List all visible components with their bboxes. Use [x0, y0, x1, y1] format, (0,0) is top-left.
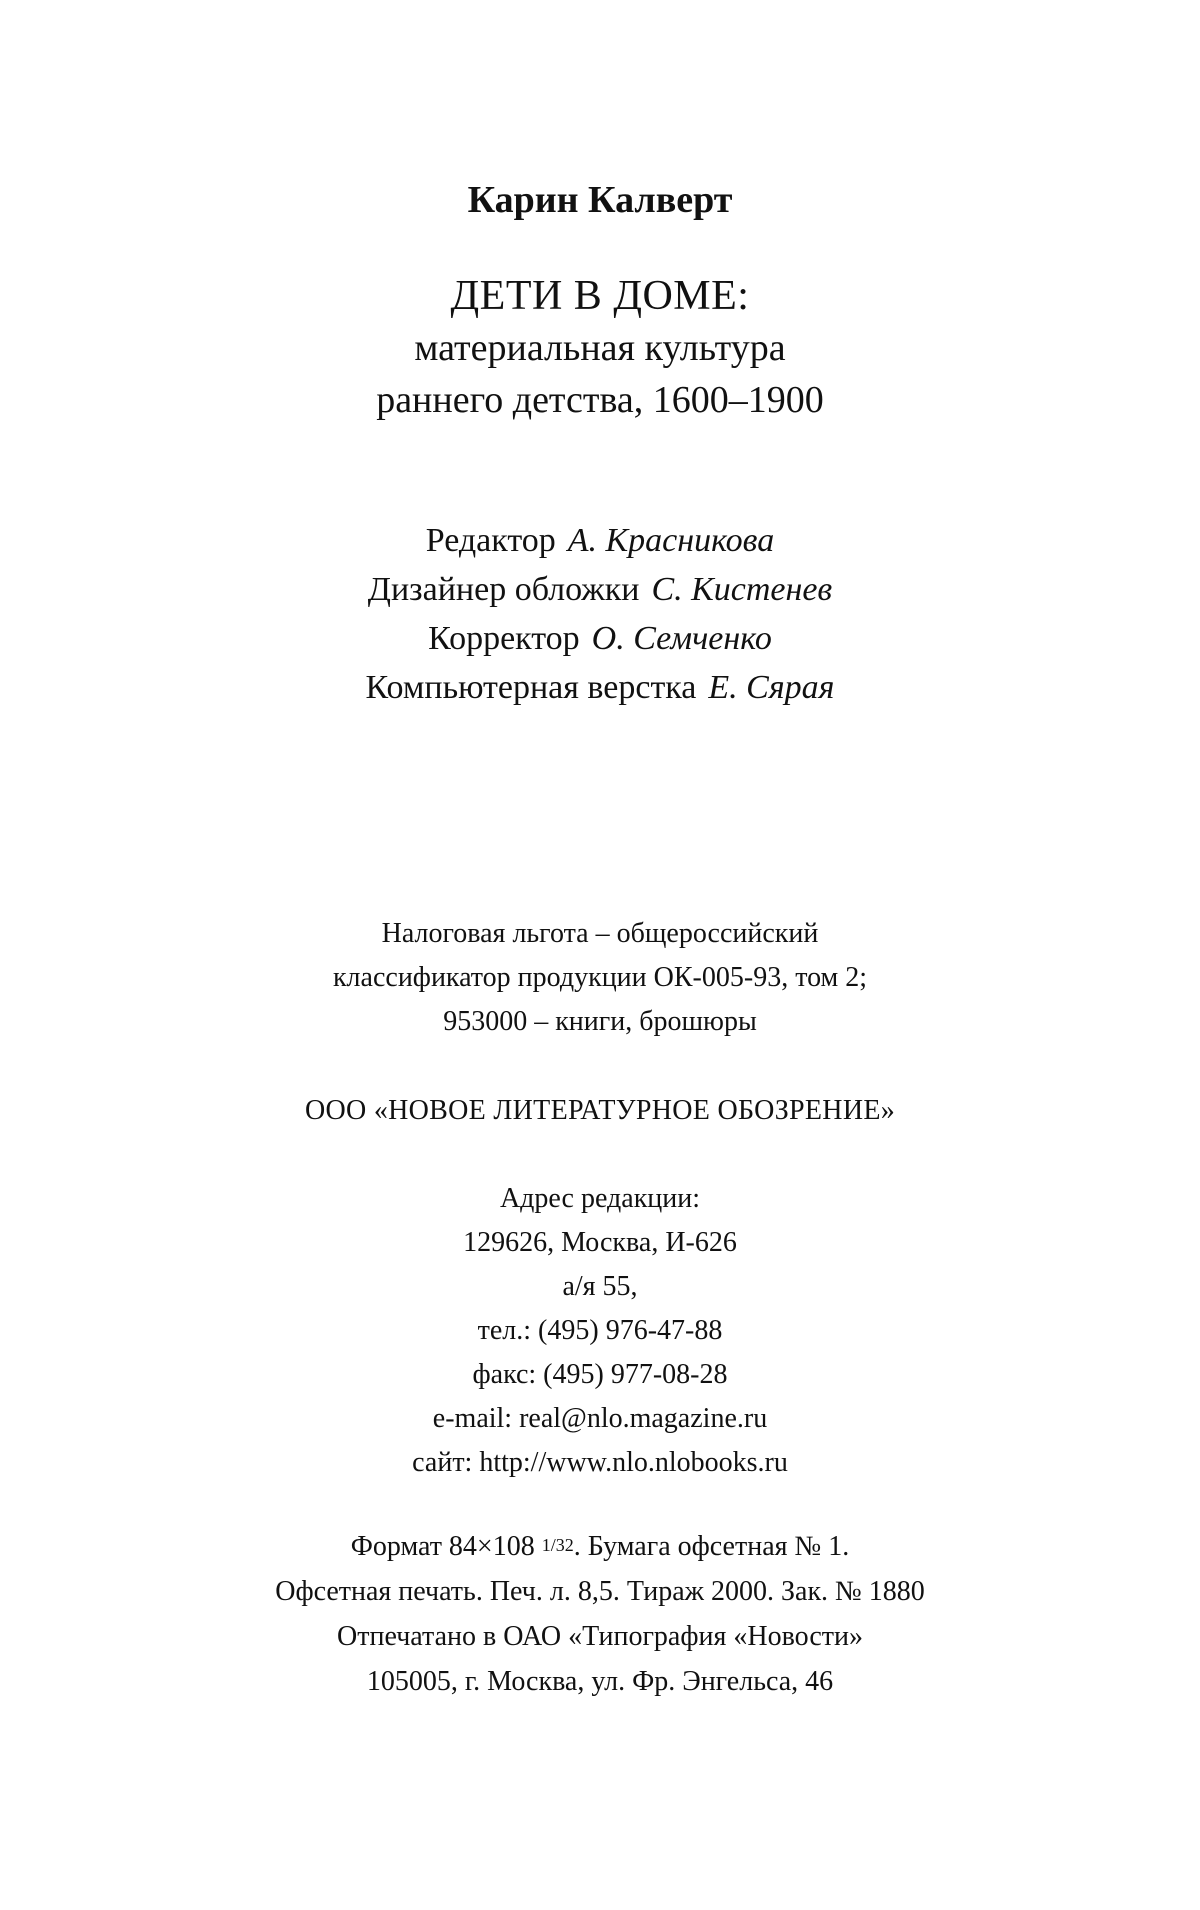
format-prefix: Формат 84×108 — [350, 1531, 535, 1562]
address-website: сайт: http://www.nlo.nlobooks.ru — [412, 1447, 788, 1478]
book-title: ДЕТИ В ДОМЕ: — [450, 273, 750, 319]
credit-role: Редактор — [425, 522, 556, 559]
tax-note-line-2: классификатор продукции ОК-005-93, том 2; — [332, 962, 868, 993]
address-phone: тел.: (495) 976-47-88 — [477, 1315, 723, 1346]
address-city: 129626, Москва, И-626 — [463, 1227, 737, 1258]
credit-role: Компьютерная верстка — [365, 669, 697, 706]
credit-role: Дизайнер обложки — [367, 571, 640, 608]
book-subtitle-line-2: раннего детства, 1600–1900 — [376, 379, 824, 421]
imprint-print-details: Офсетная печать. Печ. л. 8,5. Тираж 2000. Зак. № 1880 — [275, 1576, 925, 1607]
publisher-name: ООО «НОВОЕ ЛИТЕРАТУРНОЕ ОБОЗРЕНИЕ» — [304, 1095, 896, 1126]
format-fraction: 1/32 — [541, 1535, 574, 1555]
imprint-format — [0, 1531, 1200, 1563]
author-name: Карин Калверт — [467, 179, 733, 221]
credit-person: О. Семченко — [591, 620, 772, 657]
tax-note-line-3: 953000 – книги, брошюры — [443, 1006, 757, 1037]
credit-cover-designer — [0, 571, 1200, 609]
credit-person: А. Красникова — [567, 522, 775, 559]
format-suffix: . Бумага офсетная № 1. — [573, 1531, 850, 1562]
credit-proofreader — [0, 620, 1200, 658]
credit-typesetter — [0, 669, 1200, 707]
address-heading: Адрес редакции: — [499, 1183, 701, 1214]
credit-role: Корректор — [428, 620, 580, 657]
credit-editor — [0, 522, 1200, 560]
imprint-printer: Отпечатано в ОАО «Типография «Новости» — [337, 1621, 863, 1652]
credit-person: Е. Сярая — [708, 669, 835, 706]
imprint-printer-address: 105005, г. Москва, ул. Фр. Энгельса, 46 — [366, 1666, 834, 1697]
credit-person: С. Кистенев — [651, 571, 833, 608]
address-po-box: а/я 55, — [562, 1271, 638, 1302]
tax-note-line-1: Налоговая льгота – общероссийский — [381, 918, 819, 949]
book-subtitle-line-1: материальная культура — [414, 327, 786, 369]
address-email: e-mail: real@nlo.magazine.ru — [432, 1403, 768, 1434]
address-fax: факс: (495) 977-08-28 — [472, 1359, 728, 1390]
